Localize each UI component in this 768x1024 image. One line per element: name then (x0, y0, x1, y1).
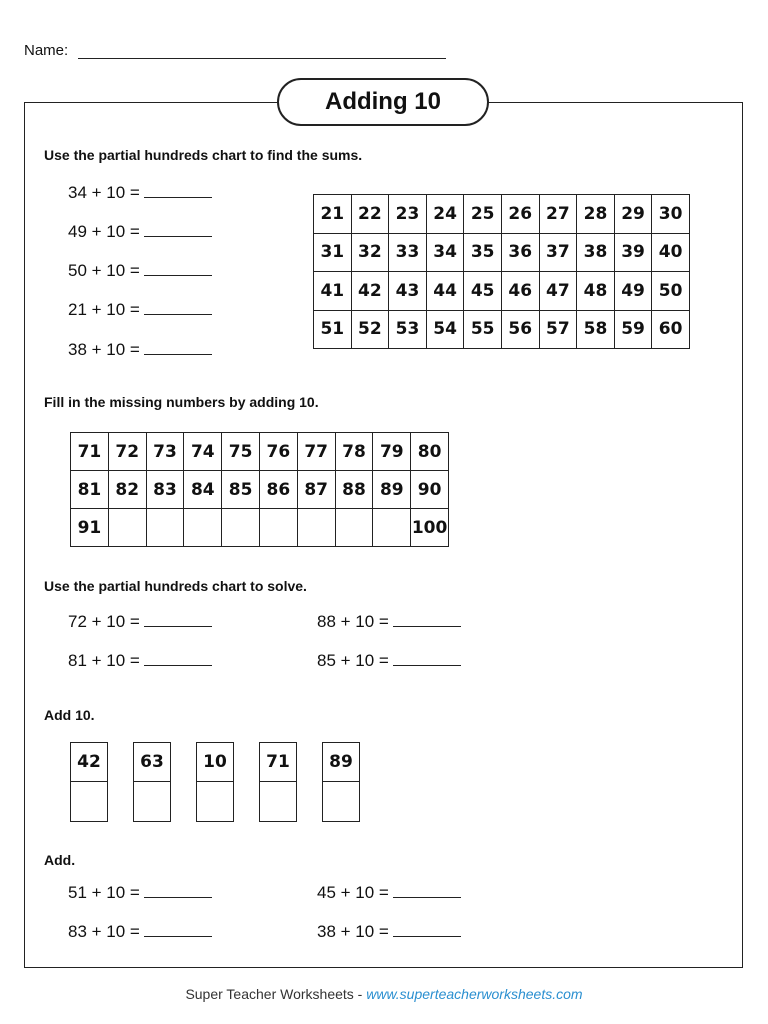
chart-cell: 78 (335, 433, 373, 471)
s1-problem (68, 261, 212, 281)
box-answer[interactable] (323, 782, 359, 821)
answer-blank[interactable] (144, 236, 212, 237)
chart-cell: 86 (259, 471, 297, 509)
problem-text: 21 + 10 = (68, 300, 140, 319)
box-answer[interactable] (260, 782, 296, 821)
chart-cell: 23 (389, 195, 427, 234)
chart-cell: 27 (539, 195, 577, 234)
chart-cell: 31 (314, 233, 352, 272)
chart-cell: 26 (501, 195, 539, 234)
chart-cell: 52 (351, 310, 389, 349)
chart-cell: 55 (464, 310, 502, 349)
answer-blank[interactable] (144, 314, 212, 315)
chart-cell: 87 (297, 471, 335, 509)
chart-cell: 54 (426, 310, 464, 349)
chart-cell: 44 (426, 272, 464, 311)
s5-problem (68, 922, 212, 942)
chart-cell: 77 (297, 433, 335, 471)
hundreds-chart-21-60 (313, 194, 690, 349)
chart-cell: 84 (184, 471, 222, 509)
box-answer[interactable] (197, 782, 233, 821)
chart-cell: 58 (577, 310, 615, 349)
chart-cell: 35 (464, 233, 502, 272)
s5-problem (68, 883, 212, 903)
section4-instruction: Add 10. (44, 707, 95, 723)
chart-cell: 74 (184, 433, 222, 471)
chart-cell: 83 (146, 471, 184, 509)
chart-cell: 53 (389, 310, 427, 349)
problem-text: 81 + 10 = (68, 651, 140, 670)
s5-problem (317, 883, 461, 903)
chart-cell: 46 (501, 272, 539, 311)
chart-cell: 57 (539, 310, 577, 349)
s3-problem (68, 612, 212, 632)
chart-cell: 51 (314, 310, 352, 349)
box-number: 63 (134, 743, 170, 782)
box-number: 42 (71, 743, 107, 782)
chart-cell: 39 (614, 233, 652, 272)
chart-cell: 33 (389, 233, 427, 272)
problem-text: 38 + 10 = (317, 922, 389, 941)
answer-blank[interactable] (144, 936, 212, 937)
chart-cell: 38 (577, 233, 615, 272)
footer (0, 986, 768, 1002)
chart-cell: 90 (411, 471, 449, 509)
missing-cell[interactable] (373, 509, 411, 547)
box-number: 71 (260, 743, 296, 782)
chart-cell: 36 (501, 233, 539, 272)
chart-cell: 82 (108, 471, 146, 509)
chart-cell: 80 (411, 433, 449, 471)
chart-cell: 42 (351, 272, 389, 311)
answer-blank[interactable] (144, 197, 212, 198)
box-number: 10 (197, 743, 233, 782)
problem-text: 83 + 10 = (68, 922, 140, 941)
chart-cell: 100 (411, 509, 449, 547)
chart-cell: 37 (539, 233, 577, 272)
section2-instruction: Fill in the missing numbers by adding 10. (44, 394, 319, 410)
name-line[interactable] (78, 58, 446, 59)
answer-blank[interactable] (144, 354, 212, 355)
name-label: Name: (24, 42, 69, 59)
answer-blank[interactable] (393, 936, 461, 937)
chart-cell: 56 (501, 310, 539, 349)
chart-cell: 21 (314, 195, 352, 234)
box-answer[interactable] (134, 782, 170, 821)
missing-cell[interactable] (335, 509, 373, 547)
add-ten-box (70, 742, 108, 822)
problem-text: 88 + 10 = (317, 612, 389, 631)
chart-cell: 22 (351, 195, 389, 234)
chart-cell: 49 (614, 272, 652, 311)
problem-text: 51 + 10 = (68, 883, 140, 902)
chart-cell: 79 (373, 433, 411, 471)
worksheet-title: Adding 10 (277, 78, 489, 126)
s3-problem (317, 651, 461, 671)
box-number: 89 (323, 743, 359, 782)
chart-cell: 73 (146, 433, 184, 471)
answer-blank[interactable] (393, 897, 461, 898)
chart-cell: 91 (71, 509, 109, 547)
problem-text: 49 + 10 = (68, 222, 140, 241)
chart-cell: 85 (222, 471, 260, 509)
chart-cell: 71 (71, 433, 109, 471)
chart-cell: 75 (222, 433, 260, 471)
add-ten-box (196, 742, 234, 822)
missing-cell[interactable] (259, 509, 297, 547)
chart-cell: 40 (652, 233, 690, 272)
add-ten-box (322, 742, 360, 822)
chart-cell: 50 (652, 272, 690, 311)
problem-text: 34 + 10 = (68, 183, 140, 202)
s3-problem (317, 612, 461, 632)
chart-cell: 28 (577, 195, 615, 234)
add-ten-box (259, 742, 297, 822)
chart-cell: 45 (464, 272, 502, 311)
footer-link[interactable]: www.superteacherworksheets.com (366, 986, 583, 1002)
s1-problem (68, 340, 212, 360)
missing-cell[interactable] (184, 509, 222, 547)
missing-cell[interactable] (146, 509, 184, 547)
answer-blank[interactable] (144, 665, 212, 666)
chart-cell: 30 (652, 195, 690, 234)
s5-problem (317, 922, 461, 942)
answer-blank[interactable] (144, 275, 212, 276)
chart-cell: 76 (259, 433, 297, 471)
missing-cell[interactable] (297, 509, 335, 547)
problem-text: 72 + 10 = (68, 612, 140, 631)
s1-problem (68, 300, 212, 320)
problem-text: 85 + 10 = (317, 651, 389, 670)
footer-brand: Super Teacher Worksheets - (185, 986, 367, 1002)
chart-cell: 81 (71, 471, 109, 509)
chart-cell: 25 (464, 195, 502, 234)
chart-cell: 43 (389, 272, 427, 311)
missing-cell[interactable] (222, 509, 260, 547)
hundreds-chart-71-100 (70, 432, 449, 547)
answer-blank[interactable] (144, 626, 212, 627)
box-answer[interactable] (71, 782, 107, 821)
problem-text: 45 + 10 = (317, 883, 389, 902)
chart-cell: 60 (652, 310, 690, 349)
chart-cell: 41 (314, 272, 352, 311)
s1-problem (68, 183, 212, 203)
answer-blank[interactable] (393, 626, 461, 627)
problem-text: 50 + 10 = (68, 261, 140, 280)
chart-cell: 59 (614, 310, 652, 349)
chart-cell: 89 (373, 471, 411, 509)
s3-problem (68, 651, 212, 671)
missing-cell[interactable] (108, 509, 146, 547)
answer-blank[interactable] (144, 897, 212, 898)
chart-cell: 34 (426, 233, 464, 272)
add-ten-box (133, 742, 171, 822)
answer-blank[interactable] (393, 665, 461, 666)
chart-cell: 47 (539, 272, 577, 311)
s1-problem (68, 222, 212, 242)
section1-instruction: Use the partial hundreds chart to find the sums. (44, 147, 363, 163)
chart-cell: 24 (426, 195, 464, 234)
chart-cell: 32 (351, 233, 389, 272)
problem-text: 38 + 10 = (68, 340, 140, 359)
chart-cell: 72 (108, 433, 146, 471)
chart-cell: 48 (577, 272, 615, 311)
section3-instruction: Use the partial hundreds chart to solve. (44, 578, 307, 594)
chart-cell: 29 (614, 195, 652, 234)
chart-cell: 88 (335, 471, 373, 509)
section5-instruction: Add. (44, 852, 76, 868)
